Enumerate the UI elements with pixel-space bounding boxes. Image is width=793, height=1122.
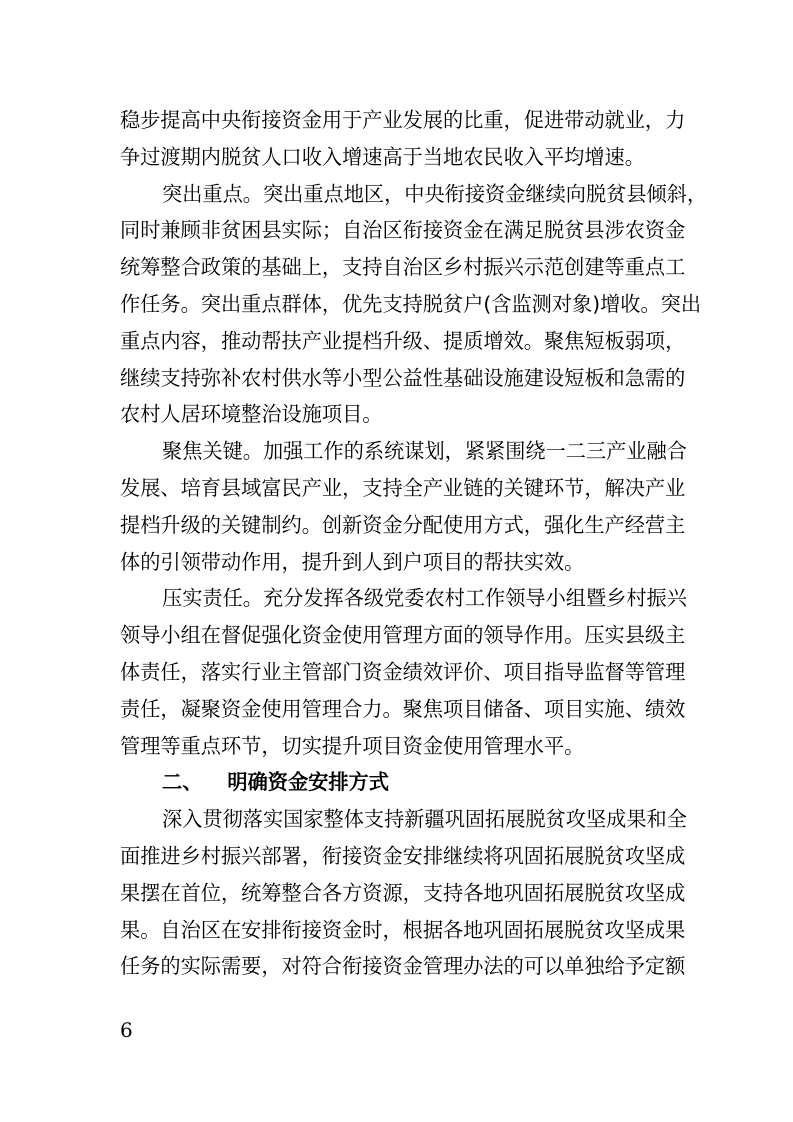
body-text <box>120 102 708 985</box>
paragraph-start-line: 突出重点。突出重点地区，中央衔接资金继续向脱贫县倾斜， <box>162 181 708 206</box>
text-line: 面推进乡村振兴部署，衔接资金安排继续将巩固拓展脱贫攻坚成 <box>120 843 686 868</box>
text-line: 稳步提高中央衔接资金用于产业发展的比重，促进带动就业，力 <box>120 108 686 132</box>
paragraph-start-line: 压实责任。充分发挥各级党委农村工作领导小组暨乡村振兴 <box>162 586 687 611</box>
paragraph-start-line: 聚焦关键。加强工作的系统谋划，紧紧围绕一二三产业融合 <box>162 439 687 464</box>
text-line: 统筹整合政策的基础上，支持自治区乡村振兴示范创建等重点工 <box>120 255 686 280</box>
text-line: 作任务。突出重点群体，优先支持脱贫户(含监测对象)增收。突出 <box>120 291 702 316</box>
text-line: 同时兼顾非贫困县实际；自治区衔接资金在满足脱贫县涉农资金 <box>120 218 686 243</box>
text-line: 争过渡期内脱贫人口收入增速高于当地农民收入平均增速。 <box>120 144 645 169</box>
text-line: 发展、培育县域富民产业，支持全产业链的关键环节，解决产业 <box>120 475 686 500</box>
text-line: 提档升级的关键制约。创新资金分配使用方式，强化生产经营主 <box>120 512 686 537</box>
text-line: 管理等重点环节，切实提升项目资金使用管理水平。 <box>120 733 585 758</box>
text-line: 继续支持弥补农村供水等小型公益性基础设施建设短板和急需的 <box>120 365 686 390</box>
text-line: 果摆在首位，统筹整合各方资源，支持各地巩固拓展脱贫攻坚成 <box>120 880 686 905</box>
text-line: 农村人居环境整治设施项目。 <box>120 402 383 427</box>
text-line: 领导小组在督促强化资金使用管理方面的领导作用。压实县级主 <box>120 623 686 648</box>
text-line: 责任，凝聚资金使用管理合力。聚焦项目储备、项目实施、绩效 <box>120 696 686 721</box>
text-line: 体责任，落实行业主管部门资金绩效评价、项目指导监督等管理 <box>120 659 686 684</box>
text-line: 任务的实际需要，对符合衔接资金管理办法的可以单独给予定额 <box>120 954 686 979</box>
paragraph-start-line: 深入贯彻落实国家整体支持新疆巩固拓展脱贫攻坚成果和全 <box>162 807 687 832</box>
text-line: 重点内容，推动帮扶产业提档升级、提质增效。聚焦短板弱项， <box>120 328 686 353</box>
text-line: 体的引领带动作用，提升到人到户项目的帮扶实效。 <box>120 549 585 574</box>
text-line: 果。自治区在安排衔接资金时，根据各地巩固拓展脱贫攻坚成果 <box>120 917 686 942</box>
section-heading: 二、 明确资金安排方式 <box>162 770 389 795</box>
page-number: 6 <box>120 1018 133 1042</box>
